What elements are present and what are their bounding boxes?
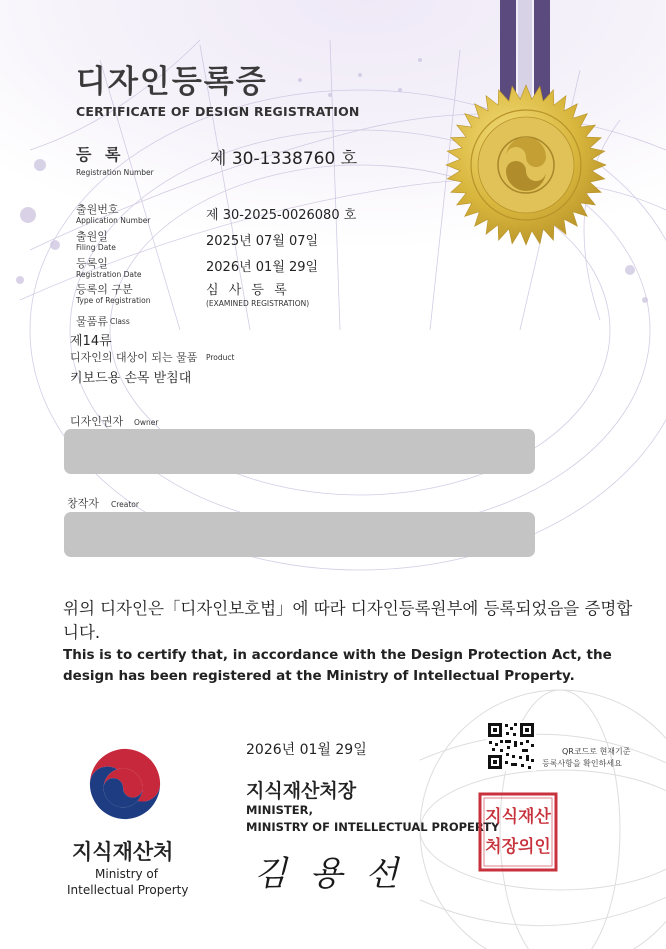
issuer-en-line1: MINISTER, xyxy=(246,803,314,817)
qr-note-line2: 등록사항을 확인하세요 xyxy=(542,759,622,768)
product-label-en: Product xyxy=(206,353,235,362)
application-label-en: Application Number xyxy=(76,216,151,225)
class-value: 제14류 xyxy=(70,334,112,349)
registration-label-en: Registration Number xyxy=(76,168,154,177)
declaration-ko: 위의 디자인은「디자인보호법」에 따라 디자인등록원부에 등록되었음을 증명합니다. xyxy=(63,599,633,642)
stamp-text: 지식재산처장의인 xyxy=(485,807,551,857)
registration-date-label-ko: 등록일 xyxy=(76,257,108,270)
issue-date: 2026년 01월 29일 xyxy=(246,742,367,758)
creator-label-en: Creator xyxy=(111,500,139,509)
registration-number: 제 30-1338760 호 xyxy=(210,149,358,169)
declaration-en: This is to certify that, in accordance with the Design Protection Act, the design has been registered at the Ministry of Intellectual Property. xyxy=(63,647,612,684)
creator-redacted-field xyxy=(64,512,535,557)
ministry-logo-name-en-1: Ministry of xyxy=(95,867,158,881)
registration-date: 2026년 01월 29일 xyxy=(206,260,319,275)
class-label-ko: 물품류 xyxy=(76,315,108,328)
owner-label-en: Owner xyxy=(134,418,159,427)
ministry-logo-name-ko: 지식재산처 xyxy=(72,840,174,864)
qr-note-line1: QR코드로 현재기준 xyxy=(562,747,631,756)
registration-date-label-en: Registration Date xyxy=(76,270,142,279)
registration-label-ko: 등 록 xyxy=(76,145,125,164)
qr-code[interactable] xyxy=(486,721,536,771)
product-label-ko: 디자인의 대상이 되는 물품 xyxy=(70,351,198,364)
type-value-en: (EXAMINED REGISTRATION) xyxy=(206,299,310,308)
issuer-en-line2: MINISTRY OF INTELLECTUAL PROPERTY xyxy=(246,820,500,834)
type-value-ko: 심 사 등 록 xyxy=(206,283,290,298)
owner-redacted-field xyxy=(64,429,535,474)
product-value: 키보드용 손목 받침대 xyxy=(70,371,192,386)
signature: 김 용 선 xyxy=(254,854,405,894)
taegeuk-logo xyxy=(86,745,164,823)
owner-label-ko: 디자인권자 xyxy=(70,415,124,428)
type-label-ko: 등록의 구분 xyxy=(76,283,133,296)
class-label-en: Class xyxy=(110,317,130,326)
creator-label-ko: 창작자 xyxy=(67,497,99,510)
type-label-en: Type of Registration xyxy=(76,296,151,305)
issuer-ko: 지식재산처장 xyxy=(246,780,357,802)
application-label-ko: 출원번호 xyxy=(76,203,119,216)
filing-date-label-en: Filing Date xyxy=(76,243,116,252)
official-stamp xyxy=(478,792,558,872)
filing-date-label-ko: 출원일 xyxy=(76,230,108,243)
ministry-logo-name-en-2: Intellectual Property xyxy=(67,883,189,897)
filing-date: 2025년 07월 07일 xyxy=(206,234,319,249)
certificate-title-en: CERTIFICATE OF DESIGN REGISTRATION xyxy=(76,104,360,119)
application-number: 제 30-2025-0026080 호 xyxy=(206,208,357,223)
certificate-title-ko: 디자인등록증 xyxy=(76,64,268,100)
